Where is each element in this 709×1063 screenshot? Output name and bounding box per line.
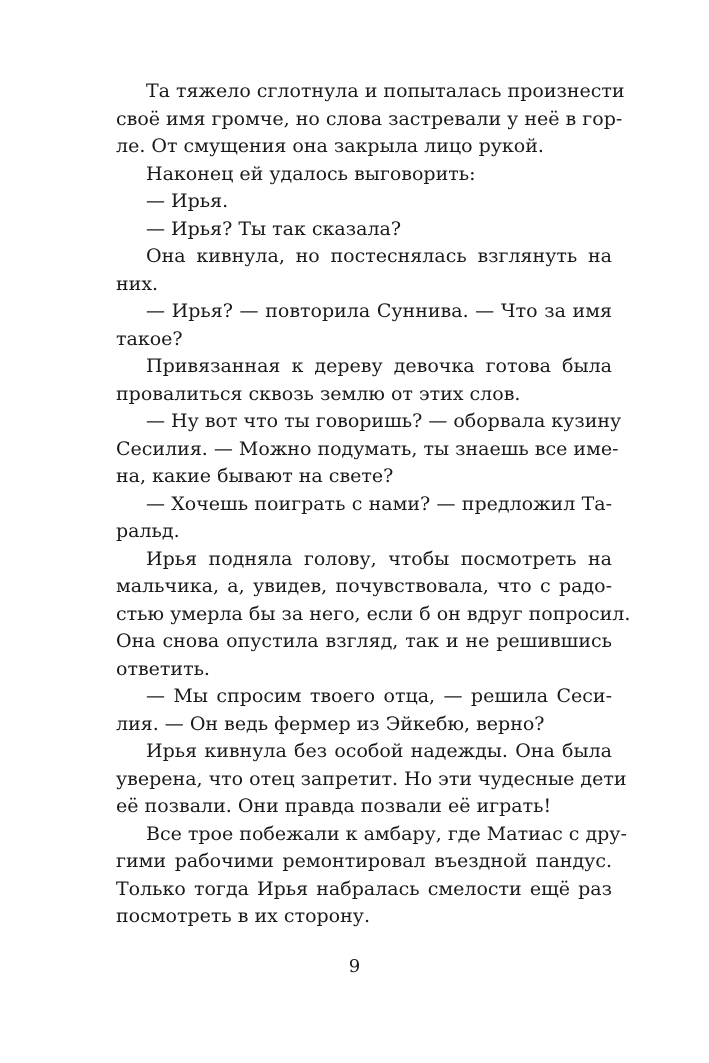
body-text <box>116 78 631 931</box>
text-line: — Ирья. <box>146 190 229 212</box>
text-line: — Мы спросим твоего отца, — решила Сеси- <box>146 685 612 707</box>
text-line: ле. От смущения она закрыла лицо рукой. <box>116 135 544 157</box>
text-line: гими рабочими ремонтировал въездной пандус. <box>116 850 612 872</box>
text-line: своё имя громче, но слова застревали у неё в гор- <box>116 107 623 130</box>
text-line: — Ну вот что ты говоришь? — оборвала кузину <box>146 410 622 432</box>
text-line: уверена, что отец запретит. Но эти чудесные дети <box>116 767 627 790</box>
text-line: Та тяжело сглотнула и попыталась произнести <box>146 80 625 102</box>
text-line: Ирья кивнула без особой надежды. Она была <box>146 740 612 762</box>
page-number: 9 <box>348 956 361 977</box>
text-line: Все трое побежали к амбару, где Матиас с дру- <box>146 822 627 845</box>
text-line: ответить. <box>116 657 210 680</box>
text-line: — Хочешь поиграть с нами? — предложил Та- <box>146 492 612 515</box>
text-line: — Ирья? — повторила Суннива. — Что за имя <box>146 300 612 322</box>
text-line: ральд. <box>116 520 180 542</box>
text-line: Наконец ей удалось выговорить: <box>146 162 476 185</box>
text-line: такое? <box>116 327 183 350</box>
text-line: — Ирья? Ты так сказала? <box>146 217 402 240</box>
text-line: мальчика, а, увидев, почувствовала, что с радо- <box>116 575 612 597</box>
text-line: на, какие бывают на свете? <box>116 465 394 487</box>
text-line: Сесилия. — Можно подумать, ты знаешь все име- <box>116 437 619 460</box>
text-line: провалиться сквозь землю от этих слов. <box>116 382 521 405</box>
text-line: Привязанная к дереву девочка готова была <box>146 355 612 377</box>
text-line: Только тогда Ирья набралась смелости ещё раз <box>116 877 612 900</box>
text-line: Она кивнула, но постеснялась взглянуть на <box>146 245 612 267</box>
text-line: её позвали. Они правда позвали её играть! <box>116 795 552 817</box>
text-line: Она снова опустила взгляд, так и не решившись <box>116 630 612 652</box>
text-line: посмотреть в их сторону. <box>116 905 371 927</box>
text-line: Ирья подняла голову, чтобы посмотреть на <box>146 547 612 570</box>
text-line: стью умерла бы за него, если б он вдруг попросил. <box>116 602 631 625</box>
text-line: лия. — Он ведь фермер из Эйкебю, верно? <box>116 712 545 735</box>
text-line: них. <box>116 272 159 295</box>
